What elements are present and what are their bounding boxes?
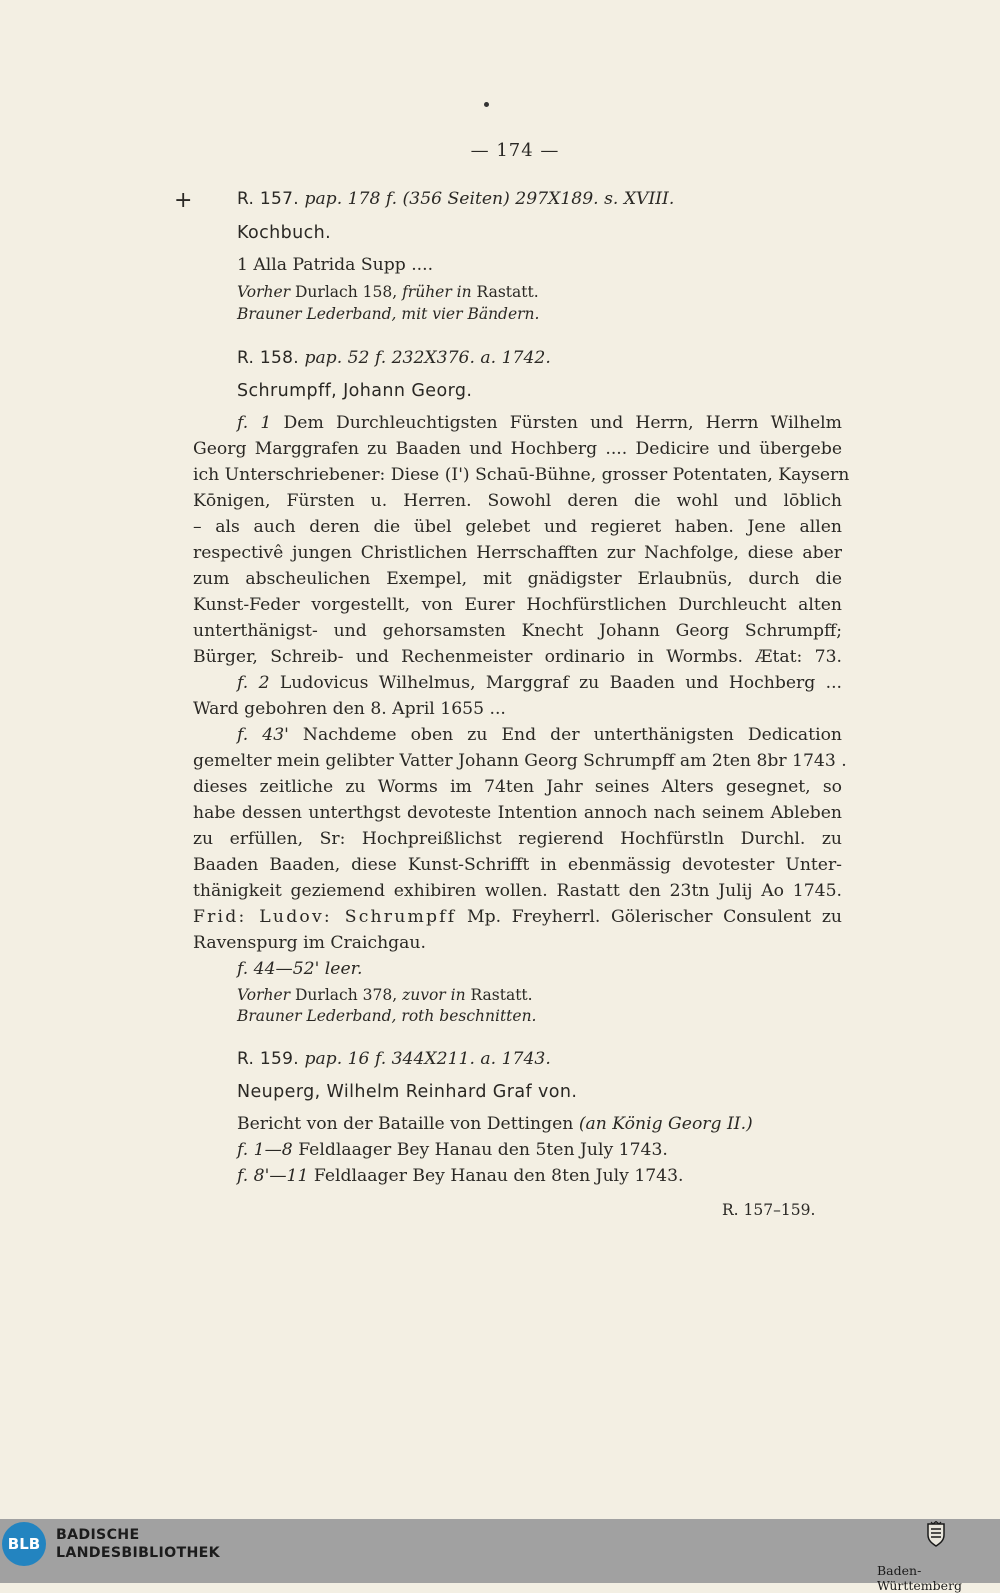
paragraph-line: Ward gebohren den 8. April 1655 ... [193, 699, 506, 719]
entry-author: Kochbuch. [237, 223, 332, 243]
paragraph-line: zu erfüllen, Sr: Hochpreißlichst regierend Hochfürstln Durchl. zu [193, 829, 842, 849]
paragraph-line: Baaden Baaden, diese Kunst-Schrifft in ebenmässig devotester Unter- [193, 855, 842, 875]
paragraph-line: Ravenspurg im Craichgau. [193, 933, 426, 953]
paragraph-line: f. 2 Ludovicus Wilhelmus, Marggraf zu Baaden und Hochberg ... [237, 673, 842, 693]
library-name-line1: BADISCHE [56, 1527, 140, 1543]
provenance-line: Vorher Durlach 378, zuvor in Rastatt. [237, 986, 533, 1004]
paragraph-line: thänigkeit geziemend exhibiren wollen. Rastatt den 23tn Julij Ao 1745. [193, 881, 842, 901]
paragraph-line: gemelter mein gelibter Vatter Johann Georg Schrumpff am 2ten 8br 1743 . [193, 751, 847, 771]
state-label[interactable]: Baden-Württemberg [877, 1563, 963, 1593]
paragraph-line: Kunst-Feder vorgestellt, von Eurer Hochfürstlichen Durchleucht alten [193, 595, 842, 615]
signature-details: pap. 16 f. 344X211. a. 1743. [304, 1049, 551, 1069]
coat-of-arms-icon [925, 1521, 947, 1547]
paragraph-line: ich Unterschriebener: Diese (I') Schaū-Bühne, grosser Potentaten, Kaysern [193, 465, 850, 485]
entry-text-line: 1 Alla Patrida Supp .... [237, 255, 434, 275]
page-number: — 174 — [470, 140, 560, 161]
paragraph-line: Bürger, Schreib- und Rechenmeister ordinario in Wormbs. Ætat: 73. [193, 647, 842, 667]
entry-author: Neuperg, Wilhelm Reinhard Graf von. [237, 1082, 578, 1102]
paragraph-line: – als auch deren die übel gelebet und regieret haben. Jene allen [193, 517, 842, 537]
entry-author: Schrumpff, Johann Georg. [237, 381, 473, 401]
footer-reference: R. 157–159. [722, 1201, 816, 1219]
signature-line [237, 1048, 551, 1070]
folio-item: f. 8'—11 Feldlaager Bey Hanau den 8ten July 1743. [237, 1166, 684, 1186]
provenance-line: Vorher Durlach 158, früher in Rastatt. [237, 283, 539, 301]
paragraph-line: f. 1 Dem Durchleuchtigsten Fürsten und Herrn, Herrn Wilhelm [237, 413, 842, 433]
paragraph-line: f. 43' Nachdeme oben zu End der unterthänigsten Dedication [237, 725, 842, 745]
binding-line: Brauner Lederband, mit vier Bändern. [237, 305, 540, 323]
signature-details: pap. 178 f. (356 Seiten) 297X189. s. XVIII. [304, 189, 675, 209]
signature-details: pap. 52 f. 232X376. a. 1742. [304, 348, 551, 368]
signature-line [237, 188, 674, 210]
paragraph-line: Kōnigen, Fürsten u. Herren. Sowohl deren die wohl und lōblich [193, 491, 842, 511]
library-name-line2: LANDESBIBLIOTHEK [56, 1545, 220, 1561]
binding-line: Brauner Lederband, roth beschnitten. [237, 1007, 537, 1025]
paragraph-line: zum abscheulichen Exempel, mit gnädigster Erlaubnüs, durch die [193, 569, 842, 589]
paragraph-line: habe dessen unterthgst devoteste Intention annoch nach seinem Ableben [193, 803, 842, 823]
library-name[interactable] [56, 1526, 220, 1562]
blb-logo[interactable]: BLB [2, 1522, 46, 1566]
signature-number: R. 157. [237, 189, 299, 209]
paragraph-line: dieses zeitliche zu Worms im 74ten Jahr seines Alters gesegnet, so [193, 777, 842, 797]
signature-number: R. 158. [237, 348, 299, 368]
paragraph-line: unterthänigst- und gehorsamsten Knecht Johann Georg Schrumpff; [193, 621, 842, 641]
signature-line [237, 347, 551, 369]
paragraph-line: respectivê jungen Christlichen Herrschafften zur Nachfolge, diese aber [193, 543, 842, 563]
entry-title: Bericht von der Bataille von Dettingen (an König Georg II.) [237, 1114, 753, 1134]
folio-leer-line: f. 44—52' leer. [237, 959, 363, 979]
plus-marker: + [174, 188, 193, 213]
paragraph-line: Frid: Ludov: Schrumpff Mp. Freyherrl. Gölerischer Consulent zu [193, 907, 842, 927]
folio-item: f. 1—8 Feldlaager Bey Hanau den 5ten July 1743. [237, 1140, 668, 1160]
signature-number: R. 159. [237, 1049, 299, 1069]
paragraph-line: Georg Marggrafen zu Baaden und Hochberg .... Dedicire und übergebe [193, 439, 842, 459]
page-dot [484, 102, 489, 107]
